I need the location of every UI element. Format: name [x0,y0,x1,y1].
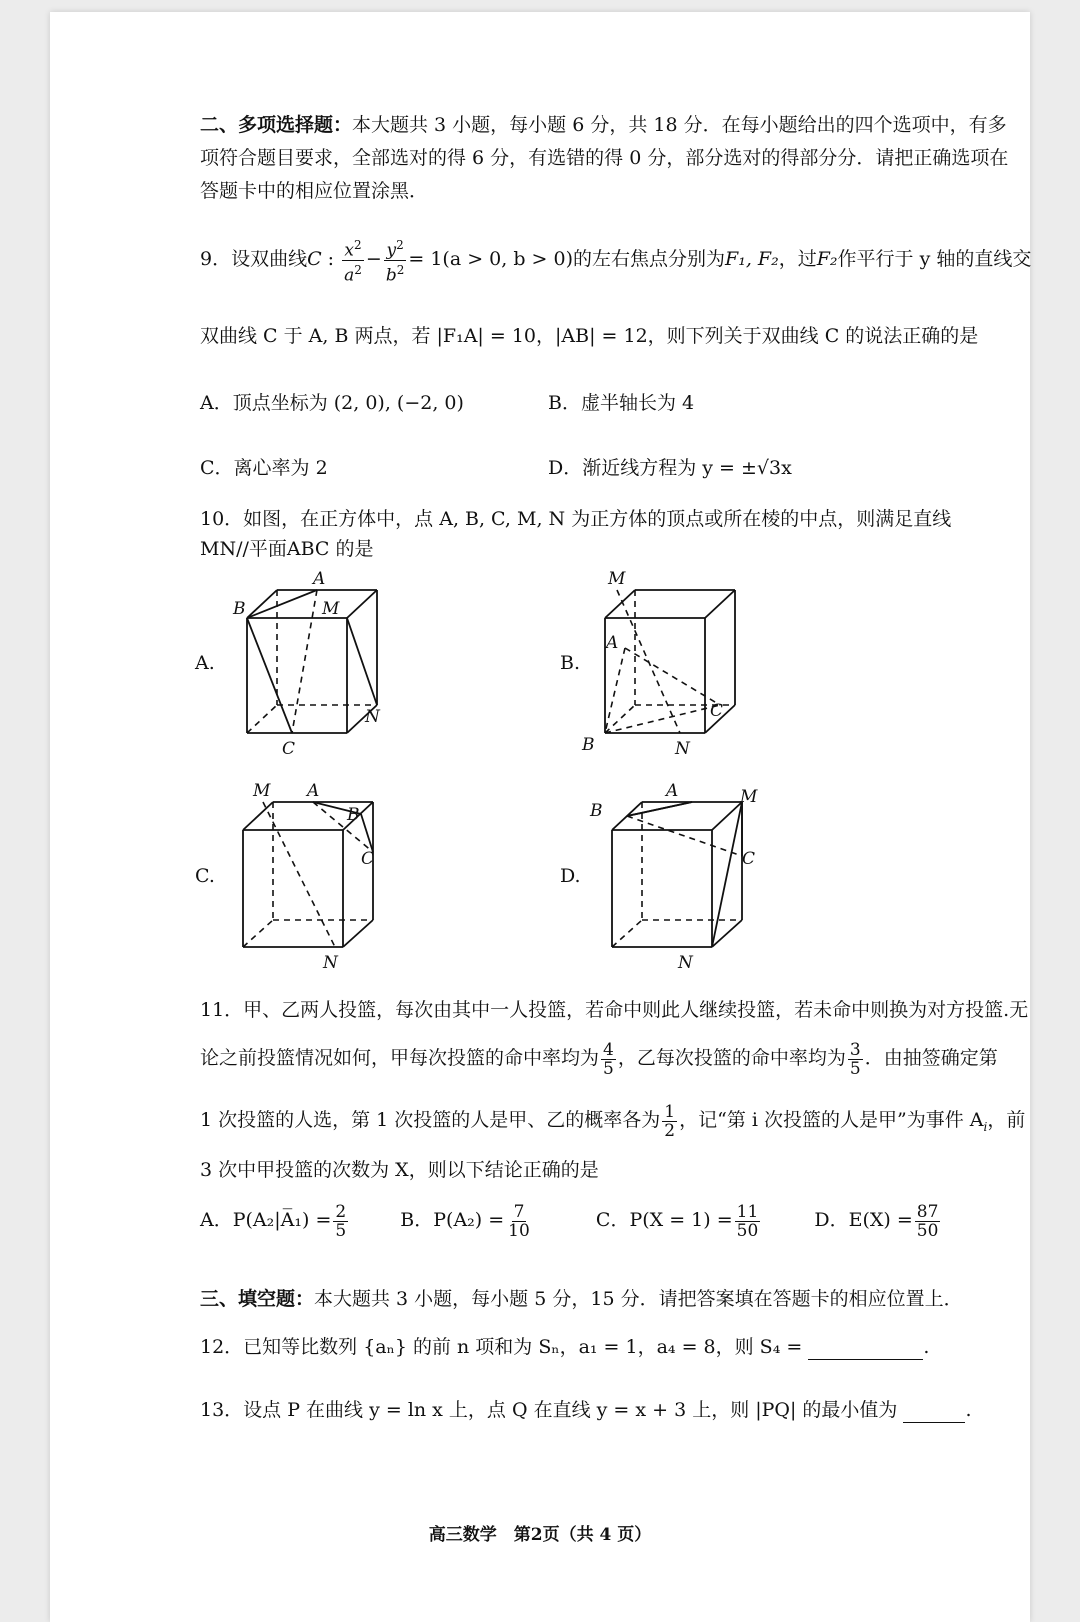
q11-line3 [200,1098,1025,1149]
cubeA-label-M: M [322,599,340,619]
q10-optB-label: B. [560,652,581,674]
section2-title: 二、多项选择题： [200,114,353,136]
q13-text: 13．设点 P 在曲线 y = ln x 上，点 Q 在直线 y = x + 3 上，则 |PQ| 的最小值为 [200,1399,898,1421]
q9-cond: (a > 0, b > 0) [442,248,573,271]
q9-optB: B．虚半轴长为 4 [548,392,695,414]
cubeA-label-C: C [282,739,296,759]
q10-optD-label: D. [560,865,581,887]
q11-frac-1-2: $\frac{1}{2}$ [664,1101,676,1141]
q11-line2b: ，乙每次投篮的命中率均为 [617,1047,846,1069]
section2-line3: 答题卡中的相应位置涂黑． [200,180,429,202]
q10-optC-label: C. [195,865,215,887]
q11-line4: 3 次中甲投篮的次数为 X，则以下结论正确的是 [200,1159,599,1181]
q9-optC: C．离心率为 2 [200,457,328,479]
q9-after: 的左右焦点分别为 [573,248,726,271]
q11-line2c: ．由抽签确定第 [864,1047,998,1069]
section3-line [200,1286,963,1312]
q12-answer-blank[interactable] [808,1339,923,1360]
q11-optD: D．E(X) = $\frac{87}{50}$ [814,1201,939,1241]
page-footer: 高三数学 第2页（共 4 页） [428,1525,652,1545]
q9-after3: 作平行于 y 轴的直线交 [837,248,1032,271]
cubeC-label-M: M [253,781,271,801]
q9-after2: ，过 [778,248,817,271]
q11-line1: 11．甲、乙两人投篮，每次由其中一人投篮，若命中则此人继续投篮，若未命中则换为对方投篮.无 [200,999,1029,1021]
section3-title: 三、填空题： [200,1288,315,1310]
q13-line: 13．设点 P 在曲线 y = ln x 上，点 Q 在直线 y = x + 3 上，则 |PQ| 的最小值为 . [200,1399,972,1421]
q9-line1: 9．设双曲线C : $\frac{x^2}{a^2}$ − $\frac{y^2}{b^2}$ = 1(a > 0, b > 0)的左右焦点分别为F₁, F₂，过F₂作平行于 y 轴的直线交 [200,238,1032,286]
cubeC-label-A: A [307,781,320,801]
section2-text1: 本大题共 3 小题，每小题 6 分，共 18 分．在每小题给出的四个选项中，有多 [352,114,1007,136]
section2-line1 [200,112,1007,138]
cube-figure-a [225,570,405,770]
q9-line2: 双曲线 C 于 A, B 两点，若 |F₁A| = 10，|AB| = 12，则下列关于双曲线 C 的说法正确的是 [200,325,979,347]
cube-figure-c [225,781,405,990]
cubeB-label-A: A [606,633,619,653]
section3-text: 本大题共 3 小题，每小题 5 分，15 分．请把答案填在答题卡的相应位置上． [314,1288,963,1310]
q11-options [200,1198,942,1242]
q10-line2: MN//平面ABC 的是 [200,538,374,560]
q9-optA: A．顶点坐标为 (2, 0), (−2, 0) [200,392,464,414]
cube-figure-d [590,781,770,990]
q9-foci: F₁, F₂ [725,248,779,271]
cubeD-label-N: N [678,953,693,973]
cubeA-label-N: N [365,707,380,727]
cubeD-label-M: M [740,787,758,807]
q11-line3a: 1 次投篮的人选，第 1 次投篮的人是甲、乙的概率各为 [200,1109,661,1131]
cubeD-label-B: B [590,801,603,821]
cubeB-label-C: C [710,701,724,721]
q11-line2a: 论之前投篮情况如何，甲每次投篮的命中率均为 [200,1047,600,1069]
q11-line3-sub: i [983,1119,988,1134]
q9-f2: F₂ [816,248,838,271]
q11-frac-3-5: $\frac{3}{5}$ [849,1039,861,1079]
cubeA-label-A: A [313,569,326,589]
cube-figure-b [580,569,760,780]
q9-curve: C [307,248,322,271]
q12-line: 12．已知等比数列 {aₙ} 的前 n 项和为 Sₙ，a₁ = 1，a₄ = 8，则 S₄ = . [200,1336,930,1358]
q11-optB: B．P(A₂) = $\frac{7}{10}$ [400,1201,530,1241]
q11-line2 [200,1036,998,1080]
cubeC-label-C: C [361,849,375,869]
q10-optA-label: A. [195,652,215,674]
cubeC-label-B: B [347,805,360,825]
cubeD-label-A: A [666,781,679,801]
cubeD-label-C: C [742,849,756,869]
q10-line1: 10．如图，在正方体中，点 A, B, C, M, N 为正方体的顶点或所在棱的中点，则满足直线 [200,508,952,530]
cubeB-label-B: B [582,735,595,755]
q9-frac-x: $\frac{x^2}{a^2}$ [344,238,362,286]
q9-frac-y: $\frac{y^2}{b^2}$ [385,238,405,286]
q13-answer-blank[interactable] [903,1402,965,1423]
q12-text: 12．已知等比数列 {aₙ} 的前 n 项和为 Sₙ，a₁ = 1，a₄ = 8，则 S₄ = [200,1336,803,1358]
q11-optC: C．P(X = 1) = $\frac{11}{50}$ [595,1201,759,1241]
q9-optD: D．渐近线方程为 y = ±√3x [548,457,792,479]
q11-optA: A．P(A₂|A̅₁) = $\frac{2}{5}$ [200,1201,347,1241]
cubeC-label-N: N [323,953,338,973]
section2-line2: 项符合题目要求，全部选对的得 6 分，有选错的得 0 分，部分选对的得部分分．请把正确选项在 [200,147,1009,169]
cubeB-label-M: M [608,569,626,589]
cubeB-label-N: N [675,739,690,759]
cubeA-label-B: B [233,599,246,619]
q11-line3b: ，记“第 i 次投篮的人是甲”为事件 A [679,1109,984,1131]
q11-line3c: ，前 [987,1109,1026,1131]
q9-prefix: 9．设双曲线 [200,248,308,271]
q11-frac-4-5: $\frac{4}{5}$ [603,1039,614,1079]
